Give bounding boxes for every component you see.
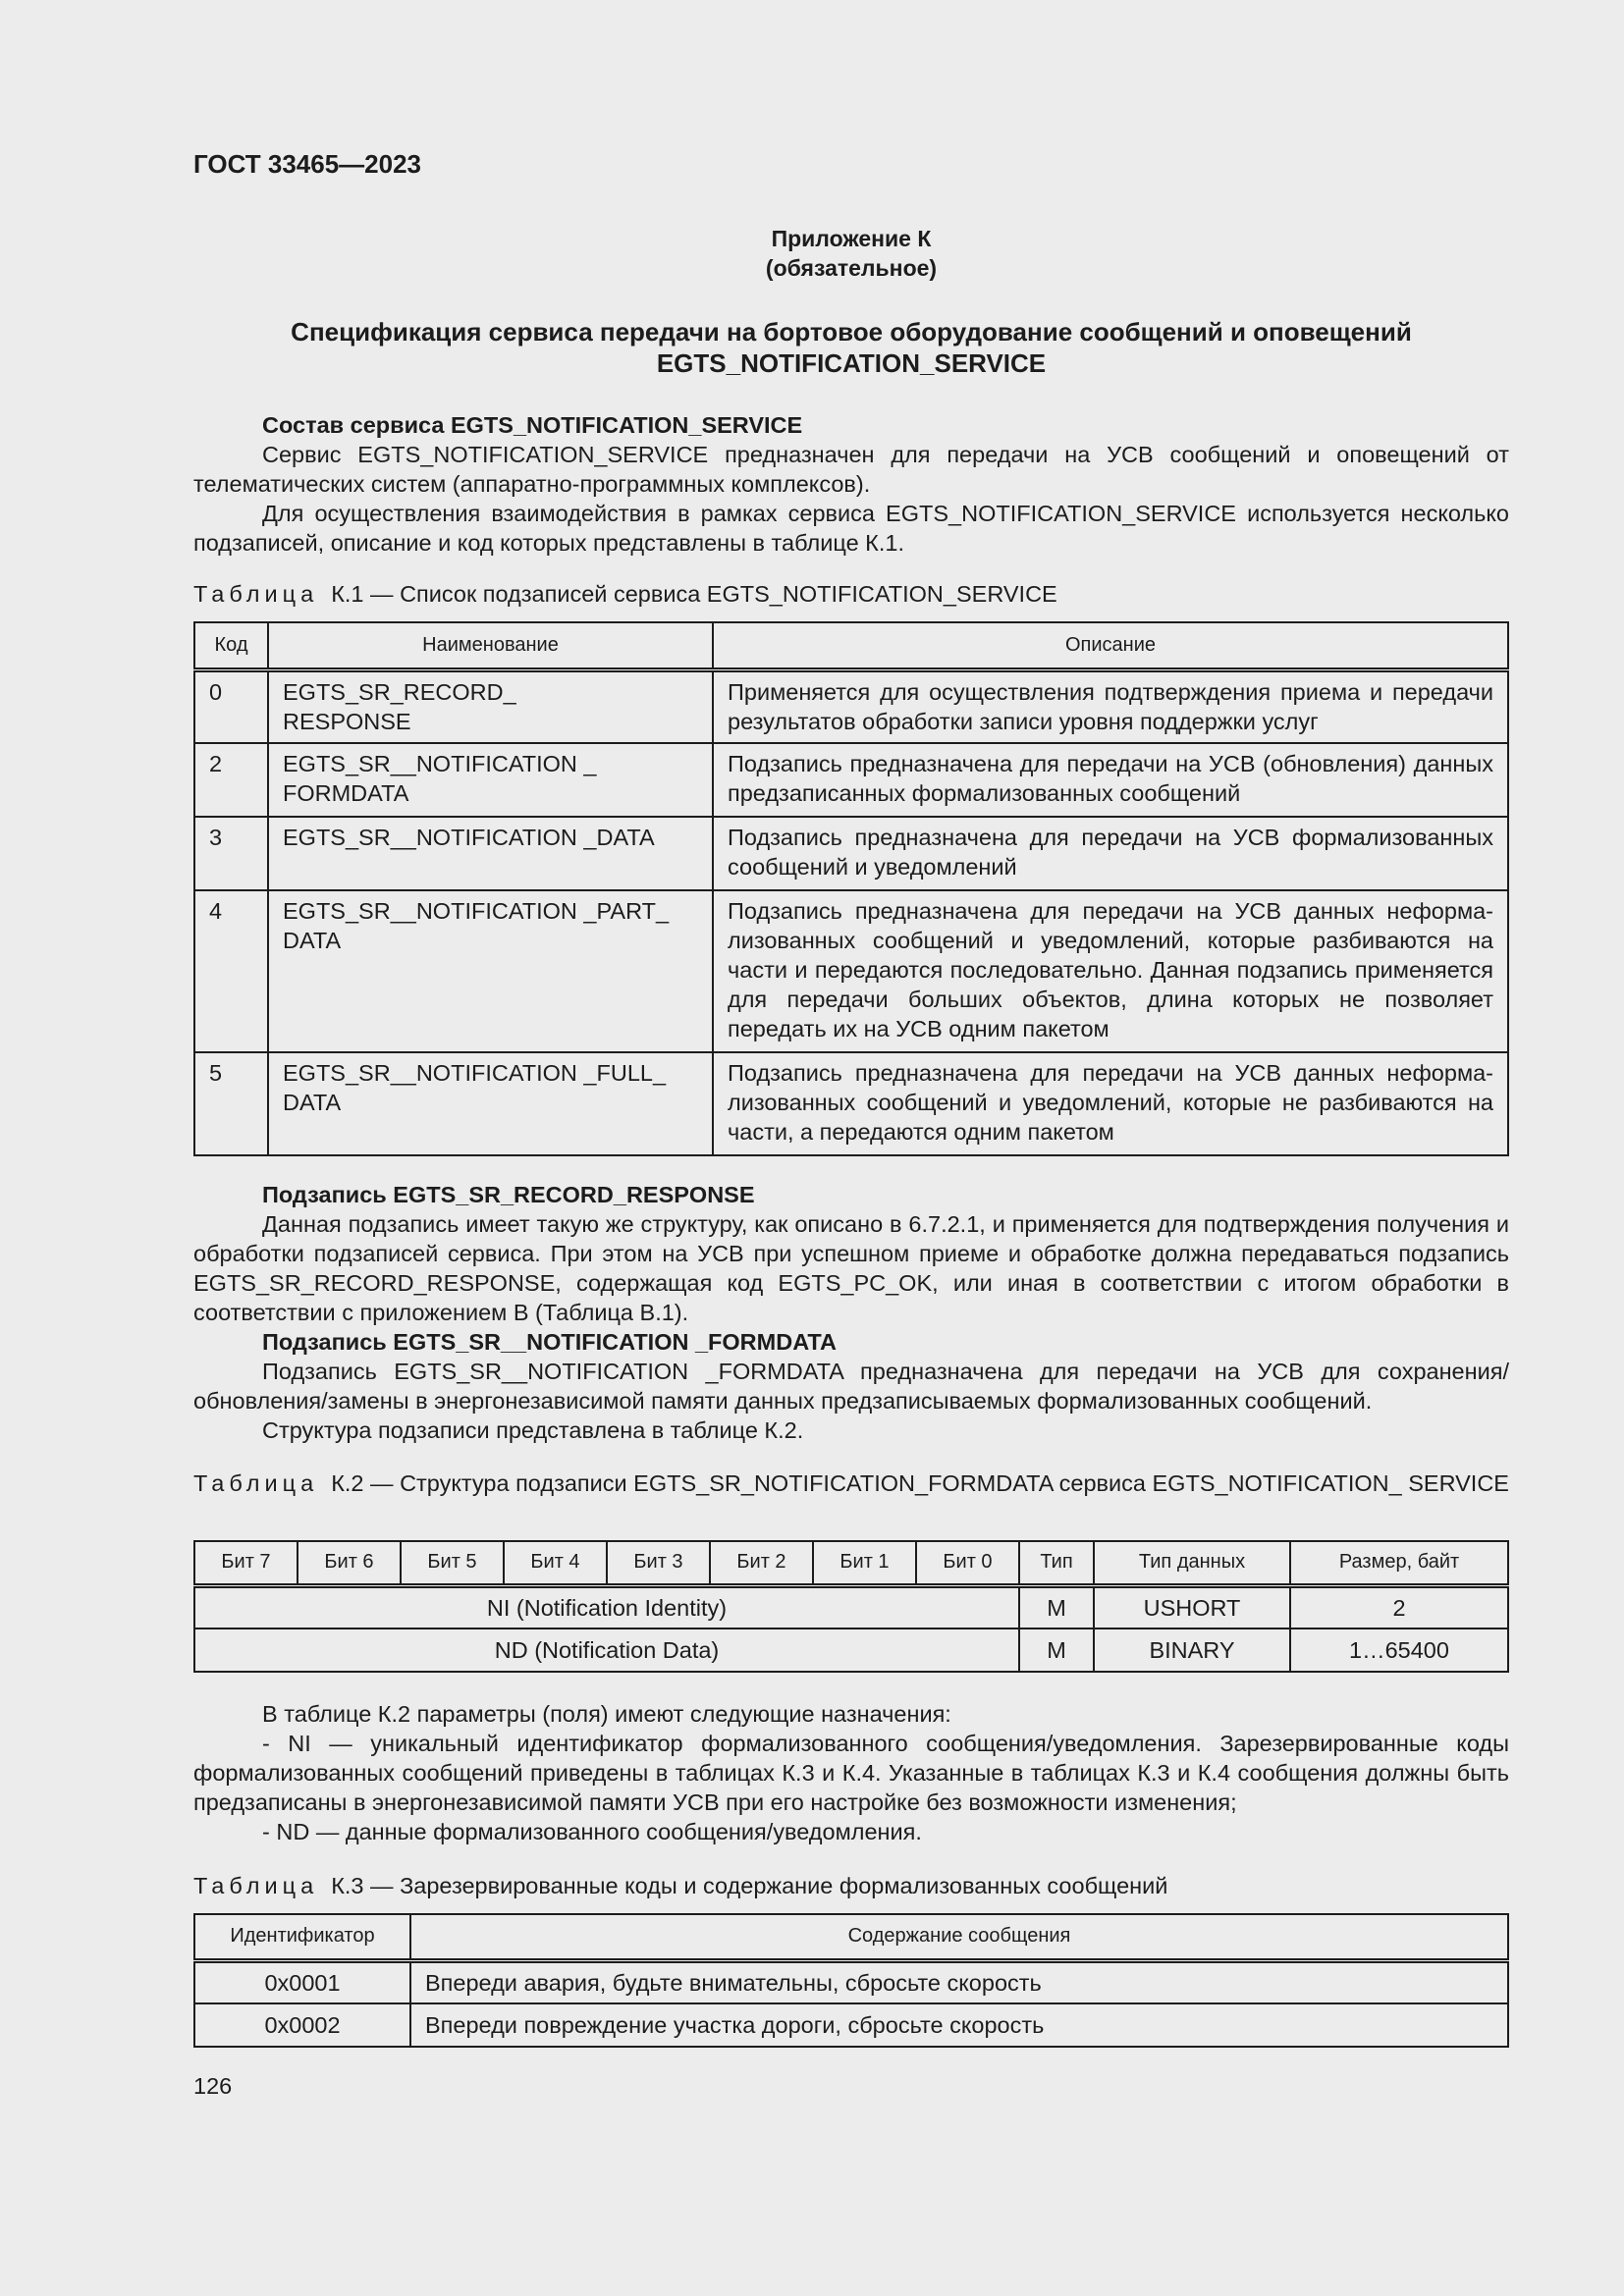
cell-name xyxy=(268,817,713,890)
cell-code: 3 xyxy=(194,817,268,890)
column-header-bit6: Бит 6 xyxy=(298,1541,401,1585)
cell-code: 2 xyxy=(194,743,268,817)
cell-type: M xyxy=(1019,1585,1094,1629)
cell-code: 5 xyxy=(194,1052,268,1155)
table-caption-text: К.1 — Список подзаписей сервиса EGTS_NOTIFICATION_SERVICE xyxy=(331,581,1057,607)
cell-name-line2: FORMDATA xyxy=(283,780,409,806)
column-header-size: Размер, байт xyxy=(1290,1541,1508,1585)
cell-name-line1: EGTS_SR__NOTIFICATION _DATA xyxy=(283,825,655,850)
column-header-bit3: Бит 3 xyxy=(607,1541,710,1585)
section-composition-paragraph-1: Сервис EGTS_NOTIFICATION_SERVICE предназначен для передачи на УСВ сообщений и оповещений от телематических систем (аппаратно-программных комплексов). xyxy=(193,442,1509,497)
cell-message-content: Впереди повреждение участка дороги, сбросьте скорость xyxy=(410,2003,1508,2047)
table-k1 xyxy=(193,621,1509,1156)
cell-description: Подзапись предназначена для передачи на УСВ данных неформализованных сообщений и уведомлений, которые не разбиваются на части, а передаются одним пакетом xyxy=(713,1052,1508,1155)
section-record-response-paragraph: Данная подзапись имеет такую же структуру, как описано в 6.7.2.1, и применяется для подтверждения получения и обработки подзаписей сервиса. При этом на УСВ при успешном приеме и обработке должна передаваться подзапись EGTS_SR_RECORD_RESPONSE, содержащая код EGTS_PC_OK, или иная в соответствии с итогом обработки в соответствии с приложением В (Таблица В.1). xyxy=(193,1211,1509,1325)
table-caption-text: К.2 — Структура подзаписи EGTS_SR_NOTIFICATION_FORMDATA сервиса EGTS_NOTIFICATION_ SERVICE xyxy=(331,1470,1509,1496)
column-header-bit5: Бит 5 xyxy=(401,1541,504,1585)
cell-name xyxy=(268,890,713,1052)
section-field-definitions xyxy=(193,1699,1509,1846)
cell-code: 4 xyxy=(194,890,268,1052)
field-definitions-intro: В таблице К.2 параметры (поля) имеют следующие назначения: xyxy=(262,1701,951,1727)
table-k1-caption xyxy=(193,579,1509,609)
document-title-line1: Спецификация сервиса передачи на бортовое оборудование сообщений и оповещений xyxy=(291,317,1412,347)
cell-data-type: USHORT xyxy=(1094,1585,1290,1629)
cell-identifier: 0x0001 xyxy=(194,1960,410,2003)
cell-name-line2: DATA xyxy=(283,928,342,953)
cell-name-line1: EGTS_SR_RECORD_ xyxy=(283,678,516,705)
column-header-bit7: Бит 7 xyxy=(194,1541,298,1585)
appendix-status: (обязательное) xyxy=(765,255,938,281)
table-caption-prefix: Таблица xyxy=(193,1873,319,1898)
column-header-description: Описание xyxy=(713,622,1508,669)
section-formdata-structure-note: Структура подзаписи представлена в таблице К.2. xyxy=(262,1417,804,1443)
document-title xyxy=(193,316,1509,379)
cell-name xyxy=(268,669,713,743)
column-header-message-content: Содержание сообщения xyxy=(410,1914,1508,1960)
table-k2-caption xyxy=(193,1468,1509,1498)
column-header-bit0: Бит 0 xyxy=(916,1541,1019,1585)
cell-type: M xyxy=(1019,1629,1094,1672)
cell-name-line2: DATA xyxy=(283,1090,342,1115)
appendix-title: Приложение К xyxy=(771,226,932,251)
column-header-type: Тип xyxy=(1019,1541,1094,1585)
cell-name-line1: EGTS_SR__NOTIFICATION _FULL_ xyxy=(283,1060,667,1086)
cell-field: NI (Notification Identity) xyxy=(194,1585,1019,1629)
cell-description: Подзапись предназначена для передачи на УСВ данных неформализованных сообщений и уведомлений, которые разбиваются на части и передаются последовательно. Данная подзапись применяется для передачи больших объектов, длина которых не позволяет передать их на УСВ одним пакетом xyxy=(713,890,1508,1052)
cell-code: 0 xyxy=(194,669,268,743)
table-row xyxy=(194,1629,1508,1672)
column-header-identifier: Идентификатор xyxy=(194,1914,410,1960)
cell-field: ND (Notification Data) xyxy=(194,1629,1019,1672)
table-row xyxy=(194,1052,1508,1155)
table-k3 xyxy=(193,1913,1509,2048)
column-header-bit1: Бит 1 xyxy=(813,1541,916,1585)
table-row xyxy=(194,743,1508,817)
cell-name-line1: EGTS_SR__NOTIFICATION _ xyxy=(283,751,597,776)
section-record-response xyxy=(193,1180,1509,1445)
cell-description: Подзапись предназначена для передачи на УСВ формализованных сообщений и уведомлений xyxy=(713,817,1508,890)
table-row xyxy=(194,1960,1508,2003)
section-record-response-heading: Подзапись EGTS_SR_RECORD_RESPONSE xyxy=(262,1182,755,1207)
cell-message-content: Впереди авария, будьте внимательны, сбросьте скорость xyxy=(410,1960,1508,2003)
table-row xyxy=(194,890,1508,1052)
section-formdata-paragraph: Подзапись EGTS_SR__NOTIFICATION _FORMDATA предназначена для передачи на УСВ для сохранения/обновления/замены в энергонезависимой памяти данных предзаписываемых формализованных сообщений. xyxy=(193,1359,1509,1414)
section-composition-heading: Состав сервиса EGTS_NOTIFICATION_SERVICE xyxy=(262,412,803,438)
section-composition-paragraph-2: Для осуществления взаимодействия в рамках сервиса EGTS_NOTIFICATION_SERVICE используется несколько подзаписей, описание и код которых представлены в таблице К.1. xyxy=(193,501,1509,556)
table-caption-text: К.3 — Зарезервированные коды и содержание формализованных сообщений xyxy=(331,1873,1168,1898)
appendix-heading xyxy=(193,224,1509,283)
cell-identifier: 0x0002 xyxy=(194,2003,410,2047)
page-number: 126 xyxy=(193,2073,233,2099)
section-composition xyxy=(193,410,1509,558)
section-formdata-heading: Подзапись EGTS_SR__NOTIFICATION _FORMDATA xyxy=(262,1329,838,1355)
cell-name xyxy=(268,1052,713,1155)
table-k3-caption xyxy=(193,1871,1509,1900)
table-caption-prefix: Таблица xyxy=(193,1470,319,1496)
column-header-code: Код xyxy=(194,622,268,669)
table-caption-prefix: Таблица xyxy=(193,581,319,607)
column-header-data-type: Тип данных xyxy=(1094,1541,1290,1585)
table-row xyxy=(194,669,1508,743)
cell-name-line1: EGTS_SR__NOTIFICATION _PART_ xyxy=(283,898,670,924)
table-row xyxy=(194,817,1508,890)
column-header-bit2: Бит 2 xyxy=(710,1541,813,1585)
cell-data-type: BINARY xyxy=(1094,1629,1290,1672)
cell-description: Подзапись предназначена для передачи на УСВ (обновления) данных предзаписанных формализованных сообщений xyxy=(713,743,1508,817)
column-header-name: Наименование xyxy=(268,622,713,669)
document-title-line2: EGTS_NOTIFICATION_SERVICE xyxy=(656,348,1047,378)
standard-number: ГОСТ 33465—2023 xyxy=(193,149,421,179)
field-definition-ni: - NI — уникальный идентификатор формализованного сообщения/уведомления. Зарезервированные коды формализованных сообщений приведены в таблицах К.3 и К.4. Указанные в таблицах К.3 и К.4 сообщения должны быть предзаписаны в энергонезависимой памяти УСВ при его настройке без возможности изменения; xyxy=(193,1731,1509,1815)
cell-name xyxy=(268,743,713,817)
table-row xyxy=(194,1585,1508,1629)
table-k2 xyxy=(193,1540,1509,1673)
cell-description: Применяется для осуществления подтверждения приема и передачи результатов обработки записи уровня поддержки услуг xyxy=(713,669,1508,743)
cell-name-line2: RESPONSE xyxy=(283,708,411,734)
cell-size: 1…65400 xyxy=(1290,1629,1508,1672)
table-row xyxy=(194,2003,1508,2047)
field-definition-nd: - ND — данные формализованного сообщения/уведомления. xyxy=(262,1819,922,1844)
column-header-bit4: Бит 4 xyxy=(504,1541,607,1585)
cell-size: 2 xyxy=(1290,1585,1508,1629)
